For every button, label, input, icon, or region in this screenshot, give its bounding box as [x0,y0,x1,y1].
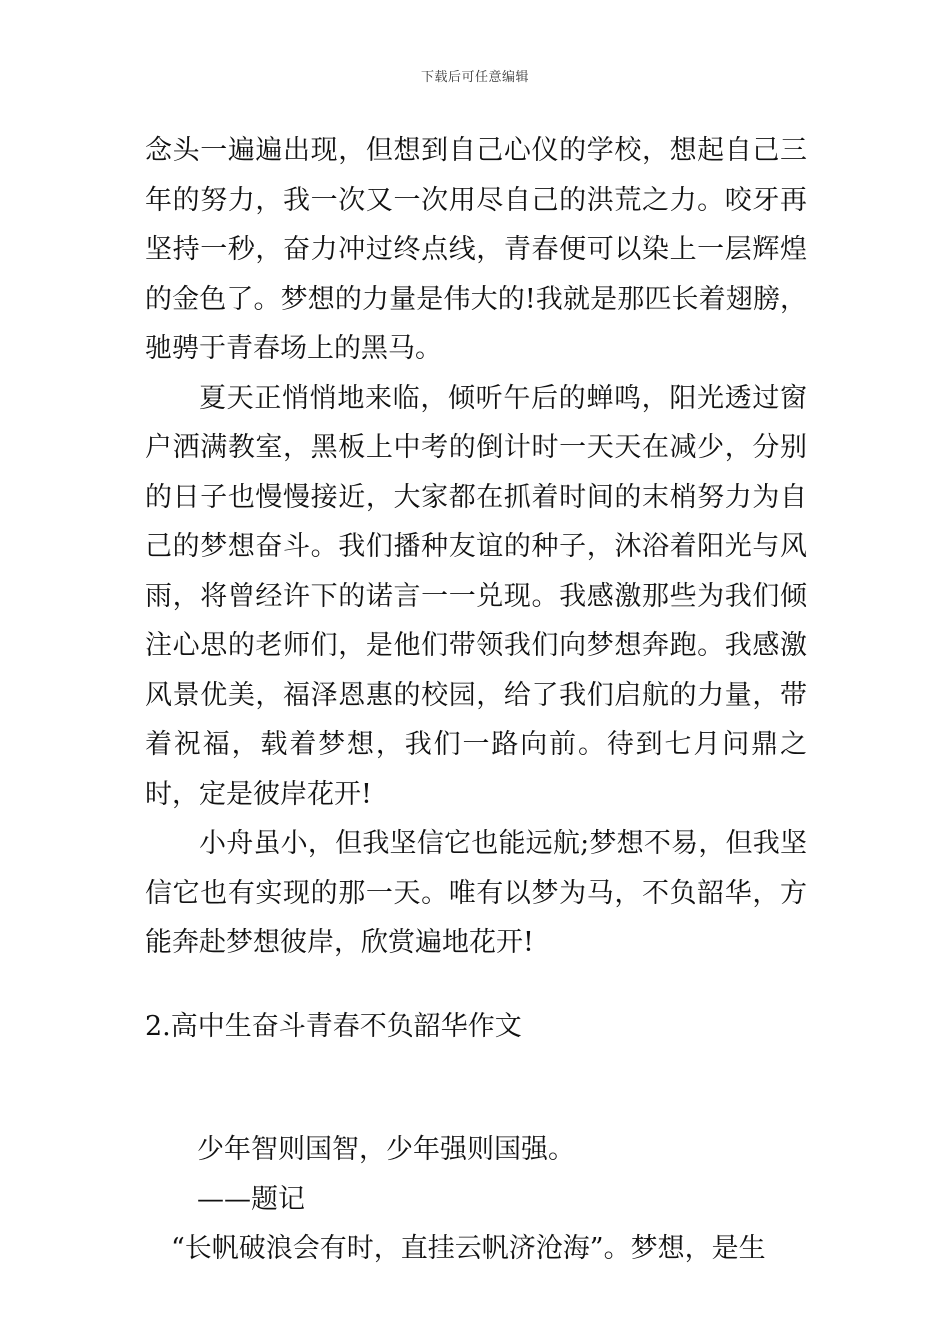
paragraph-1: 念头一遍遍出现，但想到自己心仪的学校，想起自己三年的努力，我一次又一次用尽自己的洪荒之力。咬牙再坚持一秒，奋力冲过终点线，青春便可以染上一层辉煌的金色了。梦想的力量是伟大的!我就是那匹长着翅膀，驰骋于青春场上的黑马。 [145,135,807,364]
paragraph-3: 小舟虽小，但我坚信它也能远航;梦想不易，但我坚信它也有实现的那一天。唯有以梦为马，不负韶华，方能奔赴梦想彼岸，欣赏遍地花开! [145,828,807,958]
section-heading: 2.高中生奋斗青春不负韶华作文 [145,1010,522,1042]
paragraph-4: “长帆破浪会有时，直挂云帆济沧海”。梦想，是生 [171,1233,766,1264]
epigraph-source: ——题记 [197,1183,305,1215]
epigraph: 少年智则国智，少年强则国强。 [197,1134,575,1165]
header-note: 下载后可任意编辑 [420,70,529,85]
paragraph-2: 夏天正悄悄地来临，倾听午后的蝉鸣，阳光透过窗户洒满教室，黑板上中考的倒计时一天天在减少，分别的日子也慢慢接近，大家都在抓着时间的末梢努力为自己的梦想奋斗。我们播种友谊的种子，沐浴着阳光与风雨，将曾经许下的诺言一一兑现。我感激那些为我们倾注心思的老师们，是他们带领我们向梦想奔跑。我感激风景优美，福泽恩惠的校园，给了我们启航的力量，带着祝福，载着梦想，我们一路向前。待到七月问鼎之时，定是彼岸花开! [145,382,807,810]
document-body [145,126,807,1274]
